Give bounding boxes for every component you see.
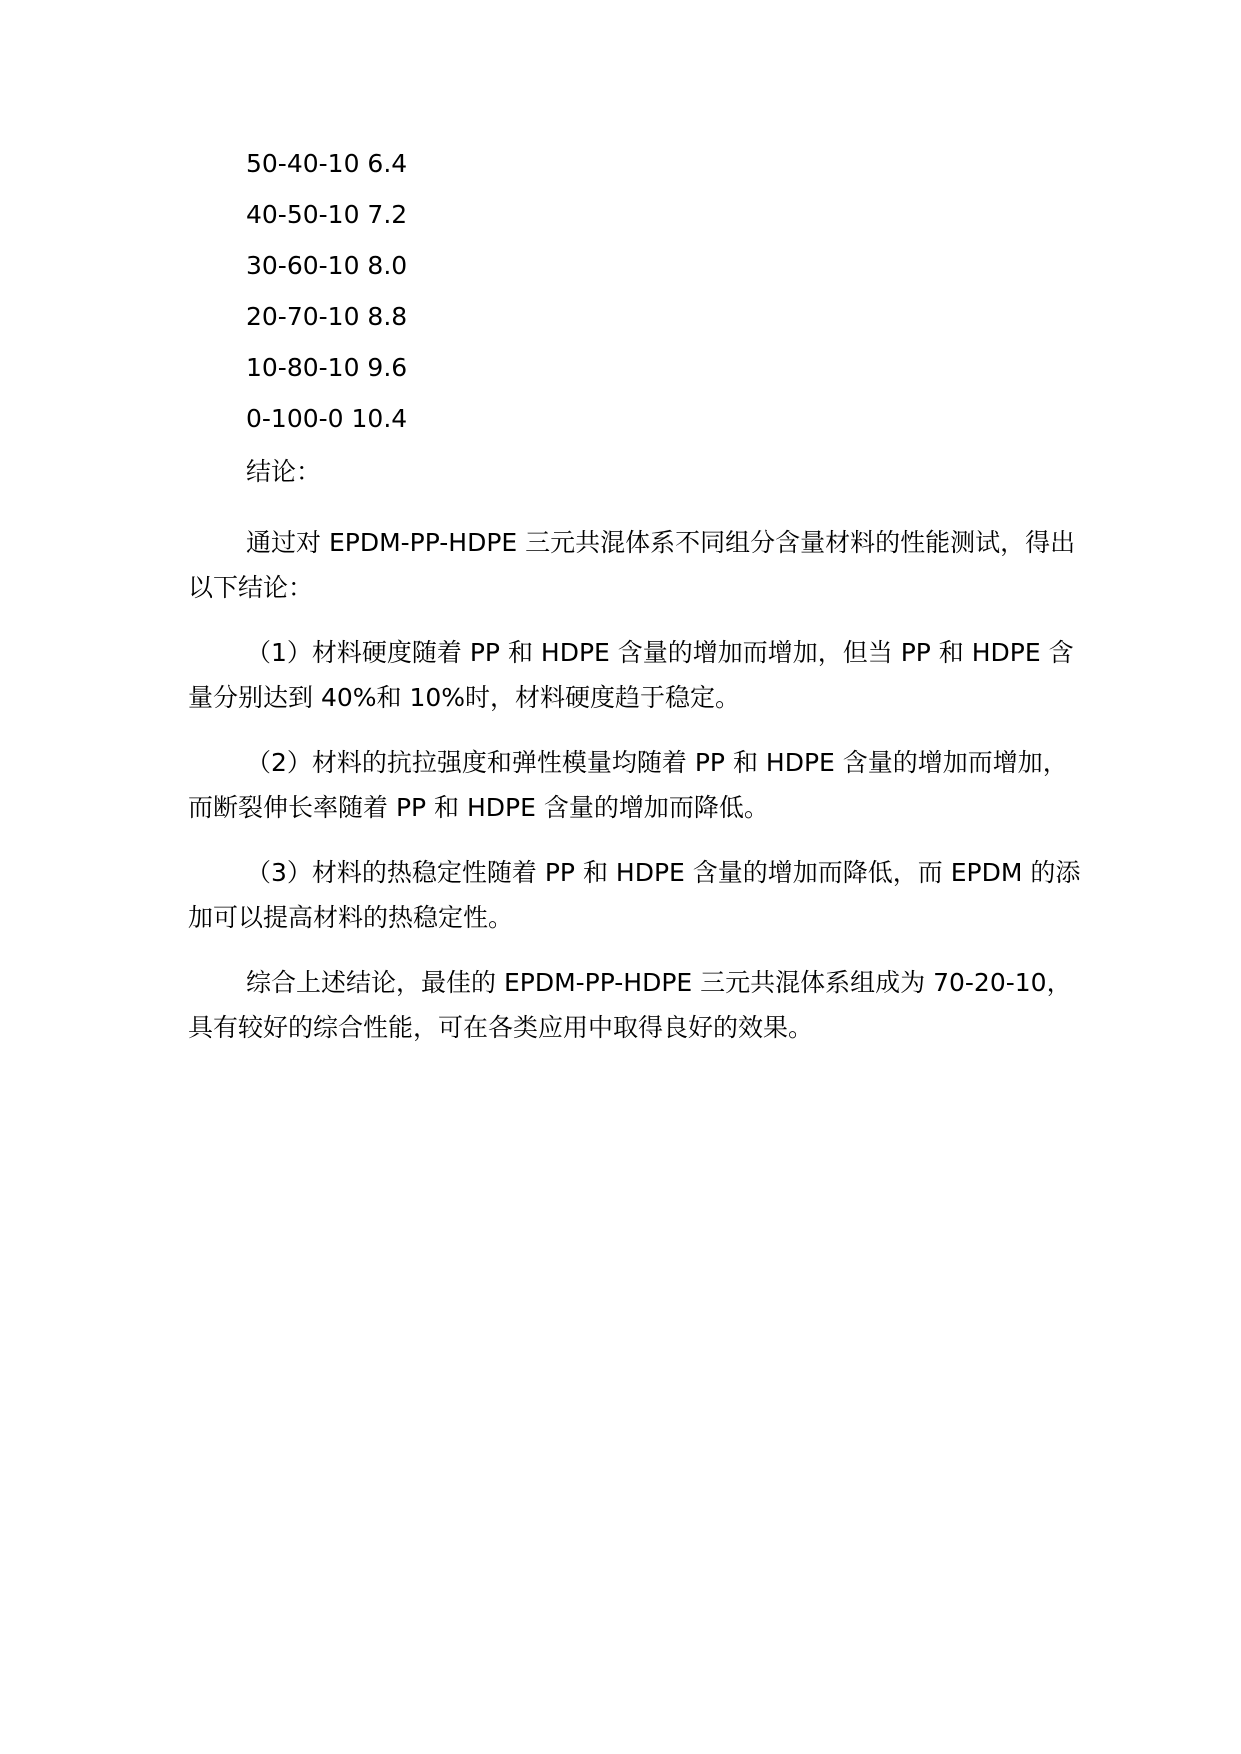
data-line-2: 40-50-10 7.2 <box>246 200 408 229</box>
data-line-5: 10-80-10 9.6 <box>246 353 408 382</box>
data-line-1: 50-40-10 6.4 <box>246 149 408 178</box>
data-line-3: 30-60-10 8.0 <box>246 251 408 280</box>
intro-paragraph: 通过对 EPDM-PP-HDPE 三元共混体系不同组分含量材料的性能测试，得出以下结论： <box>188 528 1076 602</box>
conclusion-item-2: （2）材料的抗拉强度和弹性模量均随着 PP 和 HDPE 含量的增加而增加，而断裂伸长率随着 PP 和 HDPE 含量的增加而降低。 <box>188 748 1068 822</box>
conclusion-heading: 结论： <box>246 457 322 486</box>
data-line-4: 20-70-10 8.8 <box>246 302 408 331</box>
document-page <box>188 146 1088 1050</box>
summary-paragraph: 综合上述结论，最佳的 EPDM-PP-HDPE 三元共混体系组成为 70-20-10，具有较好的综合性能，可在各类应用中取得良好的效果。 <box>188 968 1072 1042</box>
data-line-6: 0-100-0 10.4 <box>246 404 408 433</box>
conclusion-item-3: （3）材料的热稳定性随着 PP 和 HDPE 含量的增加而降低，而 EPDM 的添加可以提高材料的热稳定性。 <box>188 858 1081 932</box>
conclusion-item-1: （1）材料硬度随着 PP 和 HDPE 含量的增加而增加，但当 PP 和 HDPE 含量分别达到 40%和 10%时，材料硬度趋于稳定。 <box>188 638 1074 712</box>
